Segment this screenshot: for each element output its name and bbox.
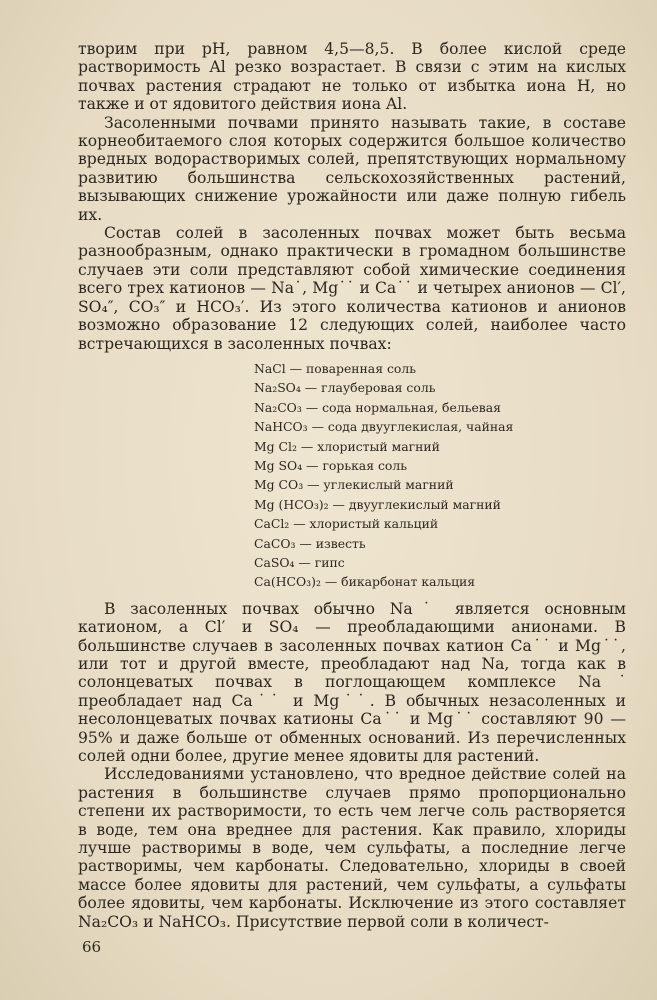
paragraph-continuation: творим при рН, равном 4,5—8,5. В более кислой среде растворимость Al резко возрастает. В связи с этим на кислых почвах растения страдают не только от избытка иона Н, но также и от ядовитого действия иона Al. [78,40,626,114]
paragraph-saline-definition: Засоленными почвами принято называть такие, в составе корнеобитаемого слоя которых содержится большое количество вредных водорастворимых солей, препятствующих нормальному развитию большинства сельскохозяйственных растений, вызывающих снижение урожайности или даже полную гибель их. [78,113,626,224]
salt-list-item: NaCl — поваренная соль [254,360,416,376]
paragraph-salt-composition: Состав солей в засоленных почвах может быть весьма разнообразным, однако практически в громадном большинстве случаев эти соли представляют собой химические соединения всего трех катионов — Na˙, Mg˙˙ и Ca˙˙ и четырех анионов — Cl′, SO₄″, CO₃″ и НCO₃′. Из этого количества катионов и анионов возможно образование 12 следующих солей, наиболее часто встречающихся в засоленных почвах: [78,224,626,353]
salt-list-item: Na₂SO₄ — глауберовая соль [254,380,436,396]
salt-list-item: NaHCO₃ — сода двууглекислая, чайная [254,419,514,435]
salt-list-item: Mg CO₃ — углекислый магний [254,477,454,493]
salt-list-item: Mg Cl₂ — хлористый магний [254,438,440,454]
salt-list-item: Mg (HCO₃)₂ — двууглекислый магний [254,496,501,512]
salt-list [254,359,626,592]
salt-list-item: Na₂CO₃ — сода нормальная, бельевая [254,399,501,415]
page-number: 66 [82,938,102,956]
salt-list-item: CaSO₄ — гипс [254,554,345,570]
paragraph-solubility: Исследованиями установлено, что вредное действие солей на растения в большинстве случаев прямо пропорционально степени их растворимости, то есть чем легче соль растворяется в воде, тем она вреднее для растения. Как правило, хлориды лучше растворимы в воде, чем сульфаты, а последние легче растворимы, чем карбонаты. Следовательно, хлориды в своей массе более ядовиты для растений, чем сульфаты, а сульфаты более ядовиты, чем карбонаты. Исключение из этого составляет Na₂CO₃ и NaHCO₃. Присутствие первой соли в количест- [78,765,626,931]
page-text [78,40,626,931]
salt-list-item: CaCO₃ — известь [254,535,366,551]
paragraph-cations-anions: В засоленных почвах обычно Na˙ является основным катионом, а Cl′ и SO₄ — преобладающими анионами. В большинстве случаев в засоленных почвах катион Ca˙˙ и Mg˙˙, или тот и другой вместе, преобладают над Na, тогда как в солонцеватых почвах в поглощающем комплексе Na˙ преобладает над Ca˙˙ и Mg˙˙. В обычных незасоленных и несолонцеватых почвах катионы Ca˙˙ и Mg˙˙ составляют 90 — 95% и даже больше от обменных оснований. Из перечисленных солей одни более, другие менее ядовиты для растений. [78,599,626,766]
salt-list-item: Ca(HCO₃)₂ — бикарбонат кальция [254,574,476,590]
salt-list-item: CaCl₂ — хлористый кальций [254,516,439,532]
salt-list-item: Mg SO₄ — горькая соль [254,457,407,473]
